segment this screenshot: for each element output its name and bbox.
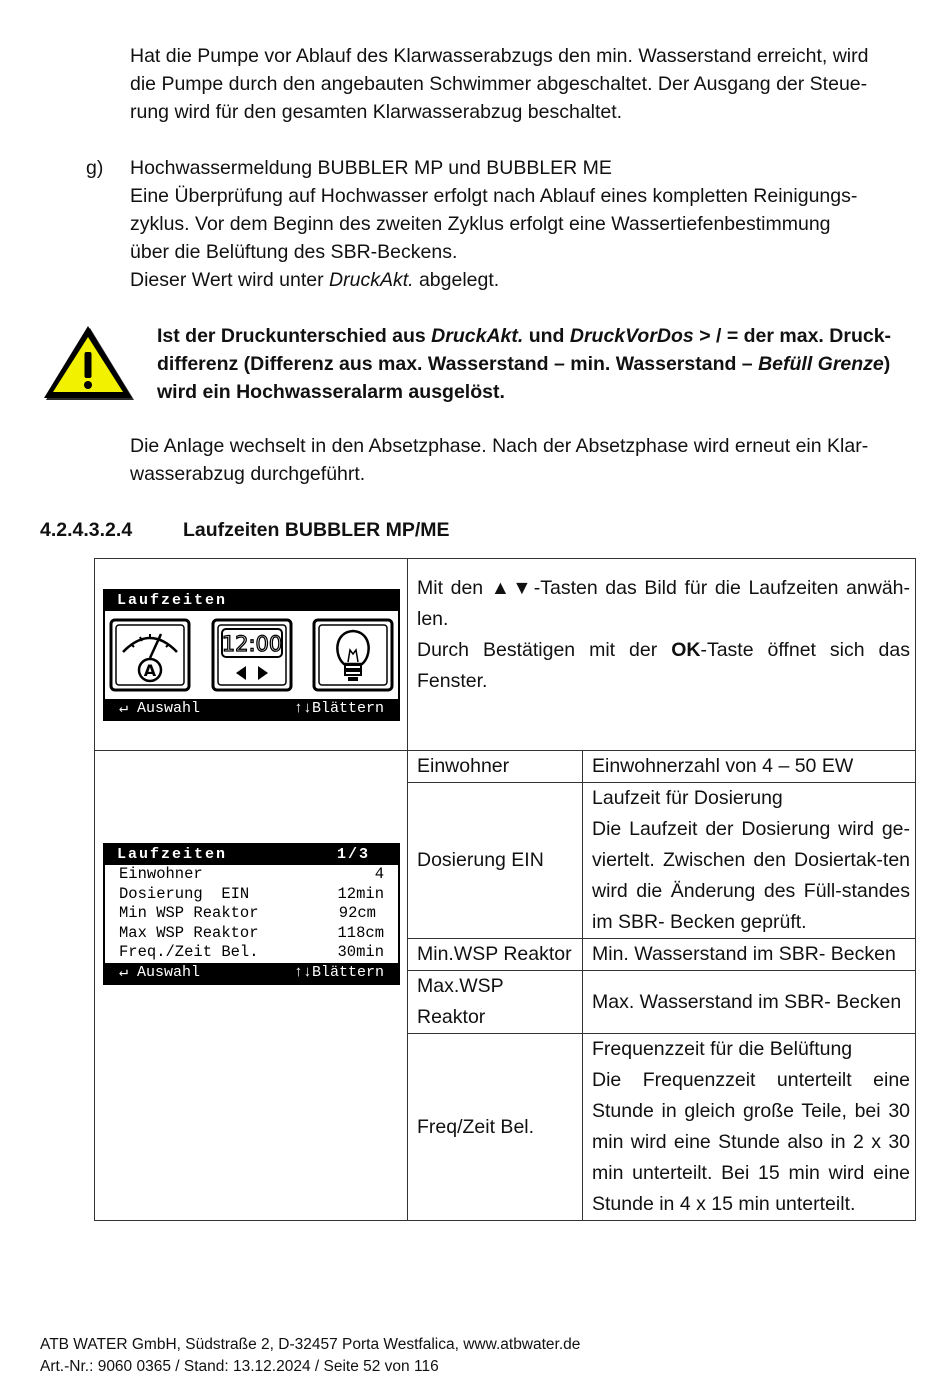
section-g-line: über die Belüftung des SBR-Beckens. — [130, 241, 458, 263]
section-g-stored: Dieser Wert wird unter DruckAkt. abgelegt. — [130, 269, 500, 291]
param-name: Max.WSP Reaktor — [408, 971, 583, 1034]
param-desc: Frequenzzeit für die Belüftung Die Frequenzzeit unterteilt eine Stunde in gleich große Teile, bei 30 min wird eine Stunde also in 2 x 30 min unterteilt. Bei 15 min wird eine Stunde in 4 x 15 min unterteilt. — [583, 1034, 916, 1221]
lcd-row[interactable]: Max WSP Reaktor 118cm — [119, 923, 384, 942]
footer-address: ATB WATER GmbH, Südstraße 2, D-32457 Porta Westfalica, www.atbwater.de — [40, 1336, 581, 1353]
lightbulb-icon[interactable] — [312, 618, 394, 692]
section-g-line: zyklus. Vor dem Beginn des zweiten Zyklus erfolgt eine Wassertiefenbestimmung — [130, 213, 831, 235]
table-row — [95, 751, 916, 783]
lcd-footer — [105, 699, 398, 719]
heading-number: 4.2.4.3.2.4 — [40, 519, 133, 541]
lcd-footer — [105, 963, 398, 983]
lcd-row[interactable]: Einwohner 4 — [119, 865, 384, 883]
warning-line: differenz (Differenz aus max. Wasserstand – min. Wasserstand – Befüll Grenze) — [157, 353, 891, 375]
heading-title: Laufzeiten BUBBLER MP/ME — [183, 519, 450, 541]
screen1-description: Mit den ▲▼-Tasten das Bild für die Laufzeiten anwäh-len. Durch Bestätigen mit der OK-Taste öffnet sich das Fenster. — [408, 559, 916, 751]
param-name: Min.WSP Reaktor — [408, 939, 583, 971]
param-name: Dosierung EIN — [408, 783, 583, 939]
arrow-keys-icon: ▲▼ — [490, 577, 534, 599]
svg-text:12:00: 12:00 — [221, 632, 282, 656]
lcd-icon-row — [105, 611, 398, 699]
after-warning-line: wasserabzug durchgeführt. — [130, 463, 366, 485]
table-row — [95, 559, 916, 751]
screen1-cell — [95, 559, 408, 751]
intro-line: Hat die Pumpe vor Ablauf des Klarwasserabzugs den min. Wasserstand erreicht, wird — [130, 45, 869, 67]
lcd-row[interactable]: Dosierung EIN 12min — [119, 884, 384, 903]
warning-triangle-icon — [40, 322, 136, 402]
lcd-scroll-hint: ↑↓Blättern — [293, 963, 384, 981]
gauge-icon[interactable] — [109, 618, 191, 692]
screen2-cell — [95, 751, 408, 1221]
section-g-title: Hochwassermeldung BUBBLER MP und BUBBLER ME — [130, 157, 612, 179]
intro-paragraph — [130, 42, 907, 126]
lcd-select-hint: ↵ Auswahl — [119, 963, 201, 981]
intro-line: rung wird für den gesamten Klarwasserabzug beschaltet. — [130, 101, 623, 123]
intro-line: die Pumpe durch den angebauten Schwimmer abgeschaltet. Der Ausgang der Steue- — [130, 73, 868, 95]
after-warning-line: Die Anlage wechselt in den Absetzphase. Nach der Absetzphase wird erneut ein Klar- — [130, 435, 869, 457]
param-name: Einwohner — [408, 751, 583, 783]
param-name: Freq/Zeit Bel. — [408, 1034, 583, 1221]
page-footer — [40, 1334, 580, 1378]
lcd-select-hint: ↵ Auswahl — [119, 700, 201, 717]
footer-article: Art.-Nr.: 9060 0365 / Stand: 13.12.2024 / Seite 52 von 116 — [40, 1358, 439, 1375]
param-desc: Min. Wasserstand im SBR- Becken — [583, 939, 916, 971]
param-desc: Max. Wasserstand im SBR- Becken — [583, 971, 916, 1034]
warning-line: Ist der Druckunterschied aus DruckAkt. und DruckVorDos > / = der max. Druck- — [157, 325, 892, 347]
section-g-line: Eine Überprüfung auf Hochwasser erfolgt nach Ablauf eines kompletten Reinigungs- — [130, 185, 858, 207]
section-g-label: g) — [86, 157, 104, 179]
warning-text — [157, 322, 907, 406]
param-desc: Laufzeit für Dosierung Die Laufzeit der Dosierung wird ge-viertelt. Zwischen den Dosiertak-ten wird die Änderung des Füll-standes im SBR- Becken geprüft. — [583, 783, 916, 939]
lcd-row[interactable]: Freq./Zeit Bel. 30min — [119, 943, 384, 961]
lcd-row[interactable]: Min WSP Reaktor 92cm — [119, 904, 376, 922]
lcd-screen-laufzeiten-1-3 — [103, 843, 400, 985]
warning-line: wird ein Hochwasseralarm ausgelöst. — [157, 381, 505, 403]
lcd-scroll-hint: ↑↓Blättern — [293, 700, 384, 717]
after-warning-paragraph — [130, 432, 907, 488]
section-heading — [40, 516, 450, 544]
lcd-screen-laufzeiten — [103, 589, 400, 721]
param-desc: Einwohnerzahl von 4 – 50 EW — [583, 751, 916, 783]
svg-text:A: A — [143, 661, 157, 680]
runtime-table — [94, 558, 916, 1221]
lcd-title: Laufzeiten — [105, 591, 398, 611]
lcd-title: Laufzeiten 1/3 — [105, 845, 398, 865]
section-g — [130, 154, 907, 294]
clock-1200-icon[interactable] — [211, 618, 293, 692]
